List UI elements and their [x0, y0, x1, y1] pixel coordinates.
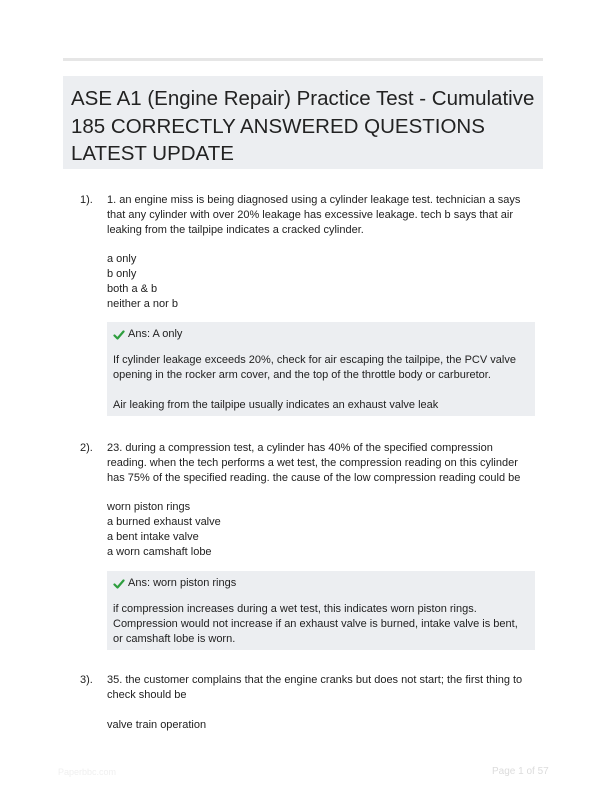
title-banner — [63, 76, 543, 169]
option-item: valve train operation — [107, 719, 207, 731]
check-icon — [113, 578, 125, 590]
options-list — [107, 500, 535, 560]
question-text: 23. during a compression test, a cylinder has 40% of the specified compression reading. when the tech performs a wet test, the compression reading on this cylinder has 75% of the specified reading. the cause of the low compression reading could be — [107, 442, 521, 484]
explanation-paragraph: Air leaking from the tailpipe usually indicates an exhaust valve leak — [113, 399, 439, 411]
answer-label: Ans: worn piston rings — [128, 577, 237, 589]
question-text: 1. an engine miss is being diagnosed using a cylinder leakage test. technician a says that any cylinder with over 20% leakage has excessive leakage. tech b says that air leaking from the tailpipe indicates a cracked cylinder. — [107, 194, 521, 236]
option-item: a bent intake valve — [107, 531, 199, 543]
answer-box — [107, 571, 535, 650]
answer-label: Ans: A only — [128, 328, 183, 340]
options-list — [107, 718, 535, 733]
page-title: ASE A1 (Engine Repair) Practice Test - Cumulative 185 CORRECTLY ANSWERED QUESTIONS LATEST UPDATE — [71, 87, 535, 165]
page-indicator: Page 1 of 57 — [492, 766, 549, 777]
option-item: neither a nor b — [107, 298, 178, 310]
option-item: both a & b — [107, 283, 158, 295]
options-list — [107, 252, 535, 312]
answer-box — [107, 322, 535, 416]
answer-header — [113, 327, 529, 342]
option-item: a only — [107, 253, 137, 265]
option-item: worn piston rings — [107, 501, 191, 513]
question-number: 2). — [80, 442, 93, 454]
explanation-paragraph: If cylinder leakage exceeds 20%, check for air escaping the tailpipe, the PCV valve opening in the rocker arm cover, and the top of the throttle body or carburetor. — [113, 354, 516, 381]
explanation-paragraph: if compression increases during a wet test, this indicates worn piston rings. Compression would not increase if an exhaust valve is burned, intake valve is bent, or camshaft lobe is worn. — [113, 603, 518, 645]
option-item: a worn camshaft lobe — [107, 546, 212, 558]
option-item: b only — [107, 268, 137, 280]
answer-header — [113, 576, 529, 591]
question-text: 35. the customer complains that the engine cranks but does not start; the first thing to check should be — [107, 674, 523, 701]
footer-watermark: Paperbbc.com — [58, 767, 117, 777]
top-divider — [63, 58, 543, 61]
option-item: a burned exhaust valve — [107, 516, 221, 528]
answer-explanation — [113, 602, 529, 647]
check-icon — [113, 329, 125, 341]
question-number: 1). — [80, 194, 93, 206]
answer-explanation — [113, 353, 529, 413]
question-number: 3). — [80, 674, 93, 686]
